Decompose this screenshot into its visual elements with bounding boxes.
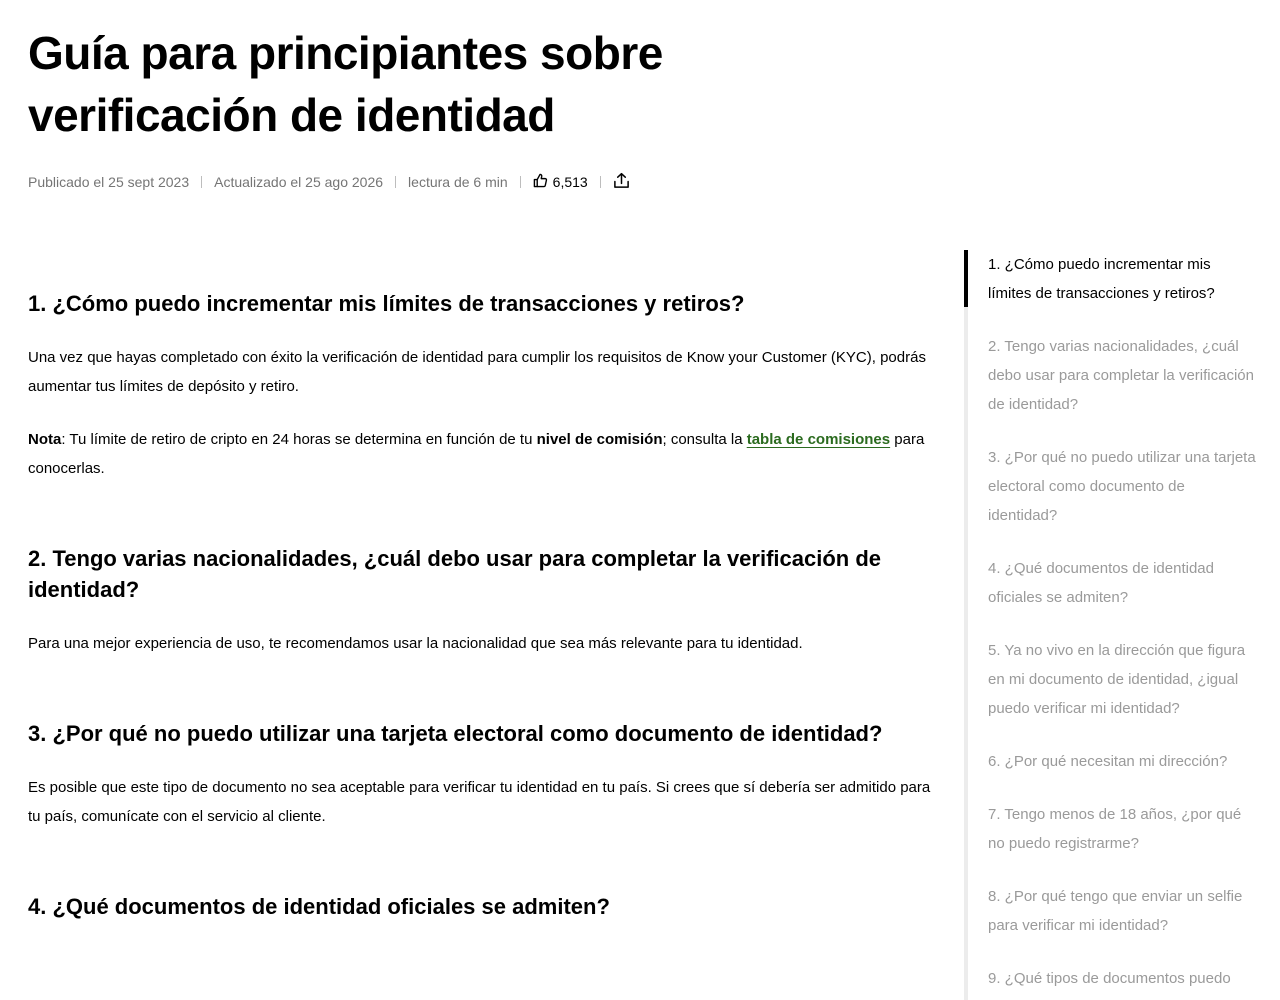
toc-item-2[interactable]: 2. Tengo varias nacionalidades, ¿cuál debo usar para completar la verificación de identidad? xyxy=(988,338,1254,413)
share-button[interactable] xyxy=(613,172,630,192)
meta-divider xyxy=(520,176,521,188)
section-heading: 2. Tengo varias nacionalidades, ¿cuál debo usar para completar la verificación de identidad? xyxy=(28,546,882,602)
note-text: : Tu límite de retiro de cripto en 24 horas se determina en función de tu xyxy=(61,431,537,448)
section-heading: 1. ¿Cómo puedo incrementar mis límites de transacciones y retiros? xyxy=(28,291,745,316)
toc-item-8[interactable]: 8. ¿Por qué tengo que enviar un selfie para verificar mi identidad? xyxy=(988,888,1243,934)
thumbs-up-icon xyxy=(533,173,548,191)
section-heading: 3. ¿Por qué no puedo utilizar una tarjeta electoral como documento de identidad? xyxy=(28,721,883,746)
fee-level-term: nivel de comisión xyxy=(536,431,663,448)
section-body: Una vez que hayas completado con éxito la verificación de identidad para cumplir los requisitos de Know your Customer (KYC), podrás aumentar tus límites de depósito y retiro. xyxy=(28,349,926,395)
fee-table-link[interactable]: tabla de comisiones xyxy=(746,431,891,448)
section-body: Es posible que este tipo de documento no sea aceptable para verificar tu identidad en tu país. Si crees que sí debería ser admitido para tu país, comunícate con el servicio al cliente. xyxy=(28,779,931,825)
note-label: Nota xyxy=(28,431,62,448)
published-date: Publicado el 25 sept 2023 xyxy=(28,174,190,190)
note-text: para conocerlas. xyxy=(28,431,925,477)
toc-item-1[interactable]: 1. ¿Cómo puedo incrementar mis límites de transacciones y retiros? xyxy=(968,250,1280,308)
toc-item-7[interactable]: 7. Tengo menos de 18 años, ¿por qué no puedo registrarme? xyxy=(988,806,1242,852)
section-body: Para una mejor experiencia de uso, te recomendamos usar la nacionalidad que sea más relevante para tu identidad. xyxy=(28,635,803,652)
faq-section xyxy=(28,718,940,831)
faq-section xyxy=(28,288,940,483)
toc-item-9[interactable]: 9. ¿Qué tipos de documentos puedo xyxy=(988,970,1231,987)
faq-section xyxy=(28,543,940,658)
meta-divider xyxy=(600,176,601,188)
share-icon xyxy=(613,172,630,192)
meta-divider xyxy=(395,176,396,188)
updated-date: Actualizado el 25 ago 2026 xyxy=(214,174,384,190)
toc-item-5[interactable]: 5. Ya no vivo en la dirección que figura en mi documento de identidad, ¿igual puedo verificar mi identidad? xyxy=(988,642,1246,717)
faq-section xyxy=(28,891,940,922)
note-text: ; consulta la xyxy=(662,431,747,448)
read-time: lectura de 6 min xyxy=(408,174,508,190)
like-count: 6,513 xyxy=(552,174,588,190)
article-content xyxy=(28,288,940,922)
toc-item-3[interactable]: 3. ¿Por qué no puedo utilizar una tarjeta electoral como documento de identidad? xyxy=(988,449,1256,524)
like-button[interactable] xyxy=(533,173,588,191)
page-title: Guía para principiantes sobre verificación de identidad xyxy=(28,27,663,141)
article-meta xyxy=(28,170,630,194)
table-of-contents xyxy=(964,250,1280,1000)
toc-item-4[interactable]: 4. ¿Qué documentos de identidad oficiales se admiten? xyxy=(988,560,1214,606)
note-paragraph xyxy=(28,425,940,483)
section-heading: 4. ¿Qué documentos de identidad oficiales se admiten? xyxy=(28,894,610,919)
toc-item-6[interactable]: 6. ¿Por qué necesitan mi dirección? xyxy=(988,753,1228,770)
meta-divider xyxy=(201,176,202,188)
